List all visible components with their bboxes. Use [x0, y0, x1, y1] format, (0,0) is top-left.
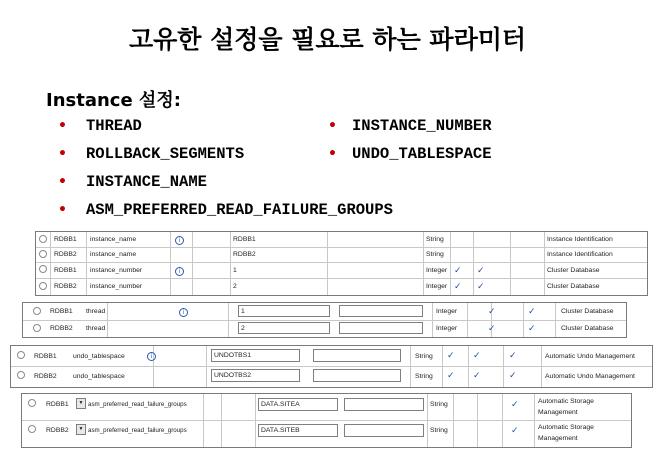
category-cell: Cluster Database [547, 282, 600, 290]
instance-cell: RDBB2 [34, 372, 57, 380]
value-cell: RDBB1 [233, 236, 256, 243]
row-select-radio[interactable] [17, 371, 25, 379]
modifiable-checkmark-icon: ✓ [509, 351, 517, 361]
category-cell-line2: Management [538, 434, 578, 442]
comment-input[interactable] [339, 305, 423, 317]
type-cell: String [430, 400, 448, 408]
slide-subtitle: Instance 설정: [46, 90, 181, 111]
bullet-thread: • THREAD [58, 117, 142, 135]
bullet-undo-tablespace: • UNDO_TABLESPACE [328, 145, 492, 163]
info-icon[interactable]: i [175, 267, 184, 276]
value-input[interactable]: UNDOTBS1 [211, 349, 300, 362]
modifiable-checkmark-icon: ✓ [511, 400, 519, 410]
type-cell: String [426, 236, 444, 243]
row-select-radio[interactable] [28, 425, 36, 433]
chevron-down-icon[interactable]: ▼ [76, 424, 86, 435]
value-input[interactable]: 1 [238, 305, 330, 317]
bullet-instance-number: • INSTANCE_NUMBER [328, 117, 492, 135]
instance-cell: RDBB2 [50, 325, 73, 332]
table-row [36, 247, 647, 263]
comment-input[interactable] [313, 369, 401, 382]
category-cell: Automatic Undo Management [545, 352, 635, 360]
table-row [36, 262, 647, 279]
parameter-table-undo-tablespace [10, 345, 653, 388]
parameter-name-cell: asm_preferred_read_failure_groups [88, 426, 187, 434]
bullet-instance-name: • INSTANCE_NAME [58, 173, 207, 191]
row-select-radio[interactable] [39, 265, 47, 273]
comment-input[interactable] [344, 398, 424, 411]
category-cell: Automatic Undo Management [545, 372, 635, 380]
parameter-name-cell: asm_preferred_read_failure_groups [88, 400, 187, 408]
parameter-table-instance [35, 231, 648, 296]
value-cell: 2 [233, 282, 237, 290]
parameter-name-cell: instance_number [90, 282, 143, 290]
basic-checkmark-icon: ✓ [473, 351, 481, 361]
type-cell: String [415, 352, 433, 360]
basic-checkmark-icon: ✓ [477, 266, 485, 276]
instance-cell: RDBB1 [34, 352, 57, 360]
instance-cell: RDBB1 [46, 400, 69, 408]
dynamic-checkmark-icon: ✓ [454, 282, 462, 292]
comment-input[interactable] [344, 424, 424, 437]
parameter-name-cell: instance_name [90, 251, 137, 258]
category-cell: Cluster Database [561, 325, 614, 332]
dynamic-checkmark-icon: ✓ [447, 351, 455, 361]
chevron-down-icon[interactable]: ▼ [76, 398, 86, 409]
modifiable-checkmark-icon: ✓ [511, 426, 519, 436]
bullet-marker: • [58, 118, 67, 134]
basic-checkmark-icon: ✓ [528, 307, 536, 317]
table-row [11, 366, 652, 386]
table-row [11, 346, 652, 367]
category-cell: Cluster Database [547, 266, 600, 274]
instance-cell: RDBB1 [50, 308, 73, 315]
category-cell: Automatic Storage [538, 397, 594, 405]
table-row [23, 320, 626, 337]
category-cell: Instance Identification [547, 251, 613, 258]
info-icon[interactable]: i [147, 352, 156, 361]
instance-cell: RDBB2 [54, 282, 77, 290]
bullet-marker: • [58, 174, 67, 190]
row-select-radio[interactable] [39, 282, 47, 290]
type-cell: String [430, 426, 448, 434]
category-cell: Cluster Database [561, 308, 614, 315]
bullet-marker: • [58, 146, 67, 162]
value-input[interactable]: 2 [238, 322, 330, 334]
category-cell: Instance Identification [547, 236, 613, 243]
basic-checkmark-icon: ✓ [528, 324, 536, 334]
parameter-name-cell: instance_name [90, 236, 137, 243]
type-cell: Integer [436, 308, 458, 315]
type-cell: Integer [426, 282, 448, 290]
table-row [22, 394, 631, 421]
basic-checkmark-icon: ✓ [477, 282, 485, 292]
bullet-marker: • [58, 202, 67, 218]
modifiable-checkmark-icon: ✓ [509, 371, 517, 381]
parameter-name-cell: undo_tablespace [73, 352, 125, 360]
row-select-radio[interactable] [33, 324, 41, 332]
row-select-radio[interactable] [39, 235, 47, 243]
type-cell: String [426, 251, 444, 258]
category-cell: Automatic Storage [538, 423, 594, 431]
basic-checkmark-icon: ✓ [473, 371, 481, 381]
instance-cell: RDBB1 [54, 266, 77, 274]
parameter-name-cell: thread [86, 325, 106, 332]
comment-input[interactable] [313, 349, 401, 362]
value-input[interactable]: DATA.SITEA [258, 398, 338, 411]
parameter-name-cell: undo_tablespace [73, 372, 125, 380]
bullet-marker: • [328, 146, 337, 162]
bullet-asm-preferred-read-failure-groups: • ASM_PREFERRED_READ_FAILURE_GROUPS [58, 201, 393, 219]
row-select-radio[interactable] [28, 399, 36, 407]
table-row [23, 303, 626, 321]
table-row [36, 232, 647, 248]
category-cell-line2: Management [538, 408, 578, 416]
instance-cell: RDBB2 [46, 426, 69, 434]
value-cell: 1 [233, 266, 237, 274]
parameter-name-cell: instance_number [90, 266, 143, 274]
type-cell: String [415, 372, 433, 380]
instance-cell: RDBB1 [54, 236, 77, 243]
dynamic-checkmark-icon: ✓ [488, 324, 496, 334]
parameter-table-thread [22, 302, 627, 338]
info-icon[interactable]: i [179, 308, 188, 317]
dynamic-checkmark-icon: ✓ [447, 371, 455, 381]
bullet-rollback-segments: • ROLLBACK_SEGMENTS [58, 145, 245, 163]
instance-cell: RDBB2 [54, 251, 77, 258]
value-cell: RDBB2 [233, 251, 256, 258]
dynamic-checkmark-icon: ✓ [488, 307, 496, 317]
comment-input[interactable] [339, 322, 423, 334]
parameter-name-cell: thread [86, 308, 106, 315]
row-select-radio[interactable] [17, 351, 25, 359]
row-select-radio[interactable] [39, 250, 47, 258]
bullet-marker: • [328, 118, 337, 134]
type-cell: Integer [436, 325, 458, 332]
value-input[interactable]: UNDOTBS2 [211, 369, 300, 382]
table-row [22, 420, 631, 446]
parameter-table-asm-failure-groups [21, 393, 632, 448]
row-select-radio[interactable] [33, 307, 41, 315]
type-cell: Integer [426, 266, 448, 274]
dynamic-checkmark-icon: ✓ [454, 266, 462, 276]
info-icon[interactable]: i [175, 236, 184, 245]
table-row [36, 278, 647, 294]
slide-title: 고유한 설정을 필요로 하는 파라미터 [128, 25, 527, 54]
value-input[interactable]: DATA.SITEB [258, 424, 338, 437]
